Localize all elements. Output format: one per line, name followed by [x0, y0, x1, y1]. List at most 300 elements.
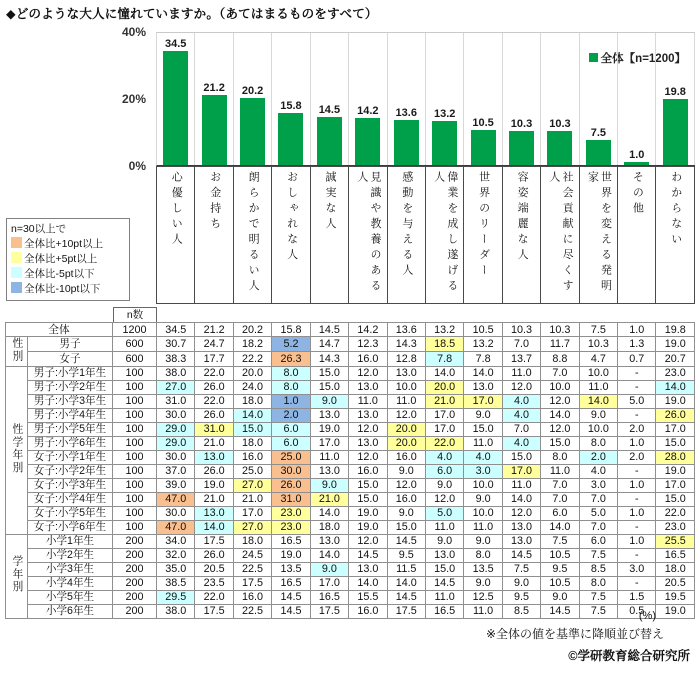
value-cell: 14.0 — [310, 548, 348, 562]
chart-column — [195, 33, 233, 165]
value-cell: 24.7 — [195, 337, 233, 352]
value-cell: 27.0 — [157, 380, 195, 394]
value-cell: 9.0 — [310, 478, 348, 492]
value-cell: 7.0 — [541, 492, 579, 506]
table-row — [6, 436, 695, 450]
n-value: 100 — [113, 492, 157, 506]
table-row — [6, 506, 695, 520]
value-cell: 21.0 — [195, 492, 233, 506]
value-cell: 19.8 — [656, 323, 695, 337]
value-cell: 9.0 — [464, 492, 502, 506]
value-cell: 20.0 — [387, 422, 425, 436]
value-cell: 16.5 — [272, 534, 310, 548]
group-label — [6, 366, 28, 534]
value-cell: 14.3 — [387, 337, 425, 352]
n-value: 200 — [113, 534, 157, 548]
table-row — [6, 492, 695, 506]
bar-value-label: 21.2 — [203, 81, 225, 94]
value-cell: 24.0 — [233, 380, 271, 394]
category-label-cell — [156, 166, 195, 304]
bar — [624, 162, 649, 165]
value-cell: 12.0 — [349, 450, 387, 464]
value-cell: 30.0 — [157, 450, 195, 464]
value-cell: 18.0 — [310, 520, 348, 534]
value-cell: - — [618, 576, 656, 590]
value-cell: 12.0 — [541, 394, 579, 408]
unit-note: (%) — [638, 610, 656, 622]
value-cell: 4.7 — [579, 351, 617, 366]
category-label: その他 — [631, 171, 644, 218]
bar — [432, 121, 457, 165]
value-cell: 17.5 — [233, 576, 271, 590]
value-cell: 9.5 — [541, 562, 579, 576]
value-cell: 9.5 — [502, 590, 540, 604]
chart-column — [272, 33, 310, 165]
value-cell: 30.7 — [157, 337, 195, 352]
bar-value-label: 10.5 — [472, 117, 494, 130]
value-cell: 17.0 — [656, 478, 695, 492]
value-cell: 17.0 — [233, 506, 271, 520]
value-cell: 14.0 — [579, 394, 617, 408]
row-label: 小学6年生 — [28, 604, 113, 618]
category-label-cell — [388, 166, 426, 304]
value-cell: 7.5 — [579, 548, 617, 562]
value-cell: 26.0 — [195, 380, 233, 394]
category-label-cell — [349, 166, 387, 304]
cyan-swatch-icon — [11, 267, 22, 278]
n-value: 100 — [113, 464, 157, 478]
value-cell: 9.5 — [387, 548, 425, 562]
value-cell: 16.0 — [387, 450, 425, 464]
value-cell: 9.0 — [464, 408, 502, 422]
n-value: 600 — [113, 351, 157, 366]
value-cell: 9.0 — [387, 464, 425, 478]
value-cell: 22.0 — [195, 366, 233, 380]
value-cell: 9.0 — [541, 590, 579, 604]
value-cell: 7.0 — [579, 520, 617, 534]
chart-column — [426, 33, 464, 165]
row-label: 小学3年生 — [28, 562, 113, 576]
value-cell: 17.0 — [464, 394, 502, 408]
table-row — [6, 422, 695, 436]
value-cell: 10.5 — [541, 548, 579, 562]
bar — [394, 120, 419, 165]
value-cell: 13.0 — [425, 548, 463, 562]
value-cell: 20.0 — [233, 366, 271, 380]
value-cell: 11.0 — [349, 394, 387, 408]
category-label: 心優しい人 — [170, 171, 183, 249]
value-cell: 23.0 — [272, 520, 310, 534]
n-value: 100 — [113, 478, 157, 492]
value-cell: 12.0 — [387, 408, 425, 422]
n-value: 100 — [113, 506, 157, 520]
value-cell: 30.0 — [272, 464, 310, 478]
value-cell: 8.0 — [272, 366, 310, 380]
chart-plot — [156, 32, 695, 166]
bar-value-label: 1.0 — [629, 148, 645, 161]
bar — [240, 98, 265, 165]
value-cell: 22.0 — [656, 506, 695, 520]
category-label: おしゃれな人 — [285, 171, 298, 264]
value-cell: 30.0 — [157, 408, 195, 422]
value-cell: 38.0 — [157, 604, 195, 618]
category-label: 見識や教養のある人 — [355, 171, 381, 295]
row-label: 小学5年生 — [28, 590, 113, 604]
value-cell: 7.5 — [579, 604, 617, 618]
value-cell: 8.0 — [464, 548, 502, 562]
bar — [663, 99, 688, 165]
category-label: 容姿端麗な人 — [516, 171, 529, 264]
value-cell: 15.0 — [349, 478, 387, 492]
bar-value-label: 13.2 — [433, 108, 456, 121]
table-row — [6, 464, 695, 478]
value-cell: 9.0 — [579, 408, 617, 422]
value-cell: 9.0 — [464, 576, 502, 590]
value-cell: 12.0 — [425, 492, 463, 506]
value-cell: 16.5 — [656, 548, 695, 562]
value-cell: 2.0 — [272, 408, 310, 422]
value-cell: 15.0 — [502, 450, 540, 464]
table-row — [6, 450, 695, 464]
value-cell: 4.0 — [502, 436, 540, 450]
table-row — [6, 380, 695, 394]
value-cell: 10.0 — [579, 422, 617, 436]
value-cell: 25.0 — [272, 450, 310, 464]
n-column-header: n数 — [113, 307, 157, 322]
value-cell: 6.0 — [272, 422, 310, 436]
threshold-legend-item — [11, 267, 125, 282]
footer-notes — [486, 610, 690, 664]
n-value: 200 — [113, 562, 157, 576]
row-label: 女子:小学4年生 — [28, 492, 113, 506]
row-label: 小学2年生 — [28, 548, 113, 562]
value-cell: 1.0 — [618, 534, 656, 548]
value-cell: 29.0 — [157, 422, 195, 436]
value-cell: 25.0 — [233, 464, 271, 478]
value-cell: 10.5 — [464, 323, 502, 337]
value-cell: - — [618, 380, 656, 394]
value-cell: 19.0 — [349, 520, 387, 534]
value-cell: 19.5 — [656, 590, 695, 604]
category-label: 朗らかで明るい人 — [247, 171, 260, 295]
bar-value-label: 15.8 — [280, 99, 302, 112]
chart-column — [464, 33, 502, 165]
value-cell: 14.5 — [387, 590, 425, 604]
category-label: 世界を変える発明家 — [586, 171, 612, 295]
value-cell: 12.0 — [349, 534, 387, 548]
value-cell: 14.7 — [310, 337, 348, 352]
bar-value-label: 10.3 — [549, 117, 571, 130]
table-row — [6, 408, 695, 422]
row-label: 小学4年生 — [28, 576, 113, 590]
bar — [278, 113, 303, 165]
value-cell: 10.3 — [541, 323, 579, 337]
value-cell: 21.0 — [195, 436, 233, 450]
value-cell: 11.0 — [387, 394, 425, 408]
threshold-legend-item — [11, 252, 125, 267]
value-cell: 10.0 — [387, 380, 425, 394]
category-label-cell — [656, 166, 694, 304]
value-cell: 13.2 — [425, 323, 463, 337]
value-cell: 12.0 — [541, 422, 579, 436]
value-cell: 12.0 — [349, 366, 387, 380]
value-cell: 26.0 — [195, 464, 233, 478]
value-cell: 10.0 — [579, 366, 617, 380]
value-cell: 17.5 — [195, 604, 233, 618]
table-row — [6, 548, 695, 562]
value-cell: 13.0 — [349, 408, 387, 422]
y-axis-tick-0: 0% — [128, 159, 146, 173]
value-cell: 10.3 — [579, 337, 617, 352]
value-cell: 11.0 — [502, 366, 540, 380]
value-cell: 10.5 — [541, 576, 579, 590]
category-label-cell — [195, 166, 233, 304]
value-cell: - — [618, 492, 656, 506]
group-label-text: 性別 — [11, 337, 24, 363]
value-cell: 15.0 — [387, 520, 425, 534]
value-cell: 13.0 — [502, 534, 540, 548]
bar — [317, 117, 342, 165]
value-cell: 16.0 — [349, 351, 387, 366]
table-row — [6, 337, 695, 352]
value-cell: 37.0 — [157, 464, 195, 478]
value-cell: 38.0 — [157, 366, 195, 380]
n-value: 1200 — [113, 323, 157, 337]
value-cell: 8.8 — [541, 351, 579, 366]
row-label: 女子:小学1年生 — [28, 450, 113, 464]
value-cell: 5.0 — [579, 506, 617, 520]
value-cell: 11.0 — [579, 380, 617, 394]
value-cell: 13.0 — [349, 380, 387, 394]
chart-column — [234, 33, 272, 165]
value-cell: 14.5 — [349, 548, 387, 562]
value-cell: 20.0 — [425, 380, 463, 394]
category-label: お金持ち — [208, 171, 221, 233]
n-value: 100 — [113, 520, 157, 534]
value-cell: 31.0 — [195, 422, 233, 436]
value-cell: 14.0 — [656, 380, 695, 394]
value-cell: 26.0 — [195, 548, 233, 562]
value-cell: 12.8 — [387, 351, 425, 366]
value-cell: 15.0 — [349, 492, 387, 506]
category-label-cell — [272, 166, 310, 304]
value-cell: 8.5 — [502, 604, 540, 618]
value-cell: 34.0 — [157, 534, 195, 548]
category-label-cell — [541, 166, 579, 304]
row-label: 全体 — [6, 323, 113, 337]
value-cell: 17.0 — [425, 422, 463, 436]
value-cell: 9.0 — [502, 576, 540, 590]
chart-column — [388, 33, 426, 165]
value-cell: 15.0 — [310, 366, 348, 380]
value-cell: 14.0 — [541, 408, 579, 422]
value-cell: 1.5 — [618, 590, 656, 604]
value-cell: 14.5 — [310, 323, 348, 337]
page-title: ◆どのような大人に憧れていますか。（あてはまるものをすべて） — [6, 7, 378, 21]
value-cell: - — [618, 464, 656, 478]
value-cell: 13.0 — [310, 464, 348, 478]
value-cell: 1.0 — [272, 394, 310, 408]
value-cell: 23.5 — [195, 576, 233, 590]
value-cell: 11.5 — [387, 562, 425, 576]
value-cell: 3.0 — [579, 478, 617, 492]
n-value: 200 — [113, 576, 157, 590]
value-cell: 7.0 — [579, 492, 617, 506]
row-label: 男子:小学1年生 — [28, 366, 113, 380]
value-cell: 14.3 — [310, 351, 348, 366]
value-cell: 19.0 — [349, 506, 387, 520]
value-cell: 23.0 — [656, 520, 695, 534]
value-cell: 19.0 — [656, 604, 695, 618]
table-row — [6, 534, 695, 548]
value-cell: 32.0 — [157, 548, 195, 562]
value-cell: 15.0 — [310, 380, 348, 394]
group-label — [6, 534, 28, 618]
row-label: 男子:小学4年生 — [28, 408, 113, 422]
row-label: 男子:小学3年生 — [28, 394, 113, 408]
blue-swatch-icon — [11, 282, 22, 293]
table-row — [6, 478, 695, 492]
chart-column — [541, 33, 579, 165]
category-label: 社会貢献に尽くす人 — [547, 171, 574, 295]
value-cell: 14.0 — [195, 520, 233, 534]
value-cell: 22.0 — [195, 394, 233, 408]
value-cell: 16.5 — [425, 604, 463, 618]
value-cell: 7.5 — [579, 323, 617, 337]
value-cell: 14.5 — [502, 548, 540, 562]
value-cell: 15.5 — [349, 590, 387, 604]
value-cell: 11.0 — [464, 436, 502, 450]
value-cell: 11.0 — [425, 520, 463, 534]
category-label-cell — [464, 166, 502, 304]
value-cell: 23.0 — [272, 506, 310, 520]
value-cell: 38.3 — [157, 351, 195, 366]
bar-value-label: 14.2 — [357, 105, 379, 117]
value-cell: 4.0 — [425, 450, 463, 464]
value-cell: 26.0 — [195, 408, 233, 422]
value-cell: 14.5 — [387, 534, 425, 548]
value-cell: 39.0 — [157, 478, 195, 492]
value-cell: 22.2 — [233, 351, 271, 366]
value-cell: 8.5 — [579, 562, 617, 576]
value-cell: 17.7 — [195, 351, 233, 366]
value-cell: 15.0 — [233, 422, 271, 436]
value-cell: 10.3 — [502, 323, 540, 337]
value-cell: 11.0 — [541, 464, 579, 478]
value-cell: 14.5 — [541, 604, 579, 618]
value-cell: 19.0 — [195, 478, 233, 492]
value-cell: 13.7 — [502, 351, 540, 366]
bar-value-label: 14.5 — [318, 104, 341, 116]
value-cell: 20.2 — [233, 323, 271, 337]
value-cell: 4.0 — [464, 450, 502, 464]
value-cell: 1.0 — [618, 436, 656, 450]
value-cell: 9.0 — [464, 534, 502, 548]
table-row — [6, 323, 695, 337]
n-value: 100 — [113, 394, 157, 408]
chart-column — [349, 33, 387, 165]
value-cell: 12.0 — [502, 380, 540, 394]
threshold-label: 全体比-10pt以下 — [24, 283, 101, 295]
value-cell: 26.3 — [272, 351, 310, 366]
value-cell: 12.0 — [349, 422, 387, 436]
value-cell: 19.0 — [656, 394, 695, 408]
n-value: 100 — [113, 436, 157, 450]
value-cell: 18.5 — [425, 337, 463, 352]
value-cell: 14.0 — [502, 492, 540, 506]
bar-value-label: 20.2 — [241, 85, 264, 98]
table-row — [6, 520, 695, 534]
category-label-cell — [580, 166, 618, 304]
bar — [509, 131, 534, 165]
value-cell: 31.0 — [157, 394, 195, 408]
legend-label: 全体【n=1200】 — [600, 53, 686, 65]
value-cell: 17.0 — [310, 576, 348, 590]
value-cell: 9.0 — [310, 394, 348, 408]
value-cell: 14.5 — [425, 576, 463, 590]
group-label-text: 学年別 — [11, 555, 24, 594]
value-cell: 2.0 — [618, 422, 656, 436]
value-cell: 19.0 — [272, 548, 310, 562]
n-value: 200 — [113, 548, 157, 562]
value-cell: - — [618, 520, 656, 534]
value-cell: 31.0 — [272, 492, 310, 506]
value-cell: 20.5 — [195, 562, 233, 576]
value-cell: 10.0 — [541, 380, 579, 394]
value-cell: 13.0 — [464, 380, 502, 394]
value-cell: 13.5 — [272, 562, 310, 576]
value-cell: 9.0 — [425, 534, 463, 548]
value-cell: 15.0 — [464, 422, 502, 436]
value-cell: 8.0 — [579, 436, 617, 450]
value-cell: 29.5 — [157, 590, 195, 604]
threshold-label: 全体比-5pt以下 — [24, 268, 95, 280]
bar-value-label: 34.5 — [165, 37, 187, 50]
value-cell: 4.0 — [502, 394, 540, 408]
value-cell: - — [618, 408, 656, 422]
value-cell: 0.5 — [618, 604, 656, 618]
group-label-text: 性学年別 — [11, 423, 24, 475]
row-label: 男子:小学5年生 — [28, 422, 113, 436]
value-cell: 11.0 — [464, 520, 502, 534]
value-cell: 18.0 — [233, 394, 271, 408]
value-cell: 3.0 — [464, 464, 502, 478]
value-cell: 10.0 — [464, 506, 502, 520]
value-cell: 14.5 — [272, 604, 310, 618]
value-cell: 18.0 — [233, 436, 271, 450]
row-label: 男子:小学2年生 — [28, 380, 113, 394]
value-cell: 17.5 — [310, 604, 348, 618]
bar-value-label: 19.8 — [664, 86, 686, 99]
value-cell: 16.0 — [233, 590, 271, 604]
chart-column — [503, 33, 541, 165]
value-cell: 7.0 — [541, 366, 579, 380]
value-cell: 5.0 — [618, 394, 656, 408]
category-label-cell — [618, 166, 656, 304]
bar — [586, 140, 611, 165]
category-label-cell — [234, 166, 272, 304]
value-cell: 2.0 — [618, 450, 656, 464]
value-cell: 17.0 — [656, 422, 695, 436]
value-cell: 7.5 — [502, 562, 540, 576]
value-cell: 16.5 — [272, 576, 310, 590]
value-cell: 22.0 — [425, 436, 463, 450]
n-value: 100 — [113, 450, 157, 464]
group-label — [6, 337, 28, 367]
bar — [355, 118, 380, 165]
threshold-legend — [6, 218, 130, 301]
y-axis-tick-20: 20% — [121, 92, 146, 106]
